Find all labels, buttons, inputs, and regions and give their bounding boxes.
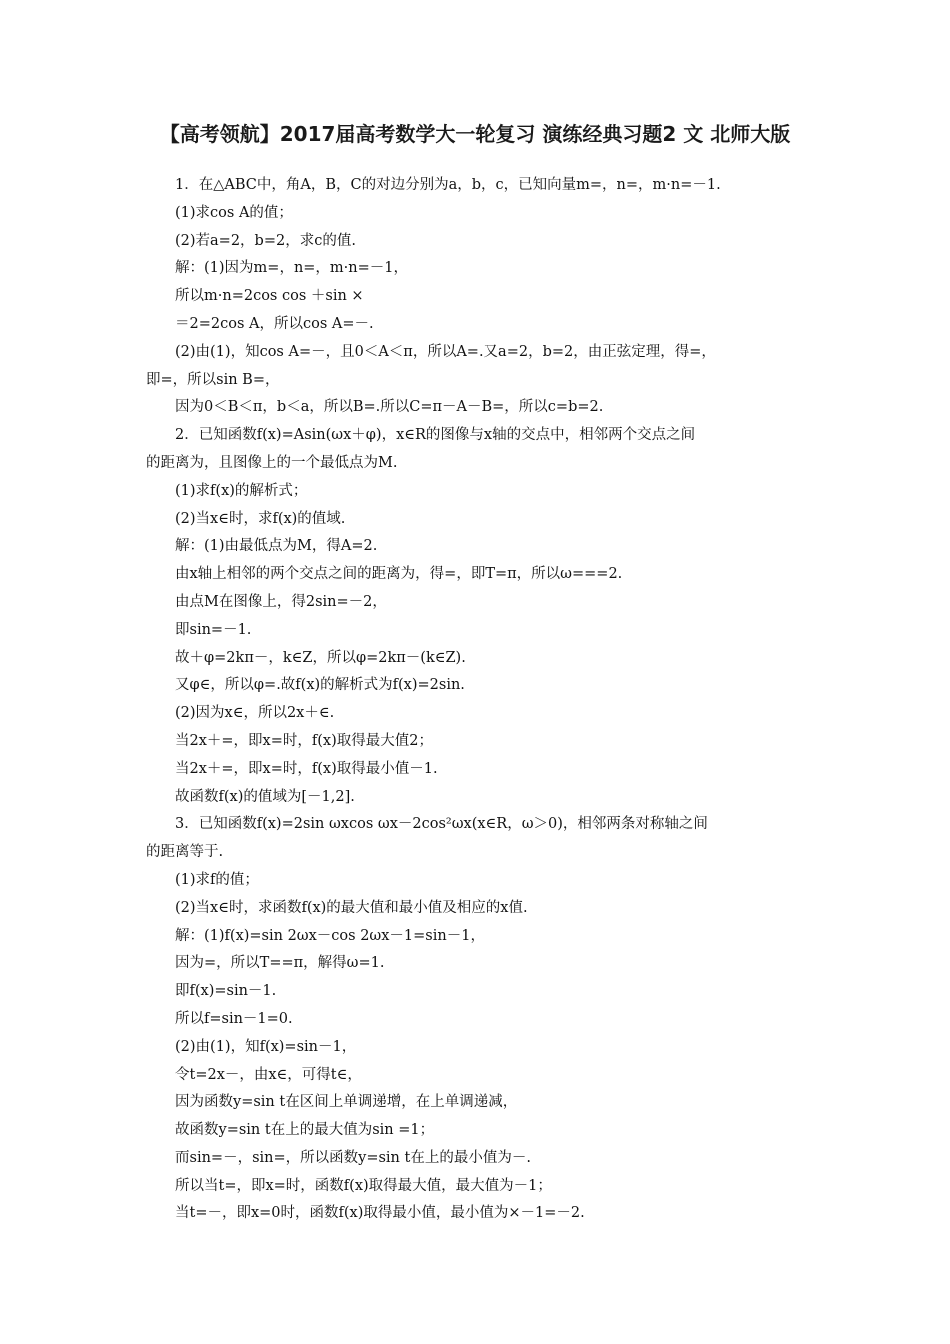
text-line: 因为函数y=sin t在区间上单调递增，在上单调递减， [175,1094,518,1111]
text-line: (2)当x∈时，求函数f(x)的最大值和最小值及相应的x值. [175,899,528,916]
text-line: 故＋φ=2kπ－，k∈Z，所以φ=2kπ－(k∈Z). [175,649,466,666]
text-line: 即f(x)=sin－1. [175,983,277,1000]
text-line: 解：(1)f(x)=sin 2ωx－cos 2ωx－1=sin－1， [175,927,485,944]
text-line: 当t=－，即x=0时，函数f(x)取得最小值，最小值为×－1=－2. [175,1205,585,1222]
text-line: 的距离等于. [146,844,224,861]
text-line: 而sin=－，sin=，所以函数y=sin t在上的最小值为－. [175,1149,531,1166]
text-line: 所以m·n=2cos cos ＋sin × [175,288,364,305]
text-line: 的距离为，且图像上的一个最低点为M. [146,454,398,471]
document-title: 【高考领航】2017届高考数学大一轮复习 演练经典习题2 文 北师大版 [159,122,791,146]
text-line: 所以当t=，即x=时，函数f(x)取得最大值，最大值为－1； [175,1177,552,1194]
text-line: ＝2=2cos A，所以cos A=－. [175,315,374,332]
text-line: 当2x＋=，即x=时，f(x)取得最小值－1. [175,760,438,777]
text-line: (1)求f的值； [175,871,259,888]
text-line: 由点M在图像上，得2sin=－2， [175,593,387,610]
text-line: 因为=，所以T==π，解得ω=1. [175,955,385,972]
text-line: (2)由(1)，知f(x)=sin－1， [175,1038,357,1055]
text-line: 2．已知函数f(x)=Asin(ωx＋φ)，x∈R的图像与x轴的交点中，相邻两个交点之间 [175,427,696,444]
text-line: 3．已知函数f(x)=2sin ωxcos ωx－2cos²ωx(x∈R，ω＞0)，相邻两条对称轴之间 [175,816,708,833]
text-line: 1．在△ABC中，角A，B，C的对边分别为a，b，c，已知向量m=，n=，m·n=－1. [175,177,721,193]
text-line: 因为0＜B＜π，b＜a，所以B=.所以C=π－A－B=，所以c=b=2. [175,399,604,416]
text-line: 当2x＋=，即x=时，f(x)取得最大值2； [175,732,433,749]
text-line: (2)当x∈时，求f(x)的值域. [175,510,346,527]
document-body [146,172,810,1228]
text-line: 即=，所以sin B=， [146,371,280,388]
text-line: 令t=2x－，由x∈，可得t∈， [175,1066,362,1083]
text-line: 所以f=sin－1=0. [175,1010,293,1027]
text-line: (1)求cos A的值； [175,204,293,221]
text-line: 即sin=－1. [175,621,252,638]
text-line: (2)由(1)，知cos A=－，且0＜A＜π，所以A=.又a=2，b=2，由正弦定理，得=， [175,343,716,360]
text-line: 解：(1)因为m=，n=，m·n=－1， [175,260,408,277]
text-line: 又φ∈，所以φ=.故f(x)的解析式为f(x)=2sin. [175,677,465,694]
text-line: (2)因为x∈，所以2x＋∈. [175,705,335,722]
text-line: (1)求f(x)的解析式； [175,482,308,499]
text-line: 故函数f(x)的值域为[－1,2]. [175,788,355,805]
text-line: 解：(1)由最低点为M，得A=2. [175,538,378,555]
text-line: 故函数y=sin t在上的最大值为sin =1； [175,1122,435,1139]
text-line: (2)若a=2，b=2，求c的值. [175,232,356,249]
text-line: 由x轴上相邻的两个交点之间的距离为，得=，即T=π，所以ω===2. [175,566,623,583]
